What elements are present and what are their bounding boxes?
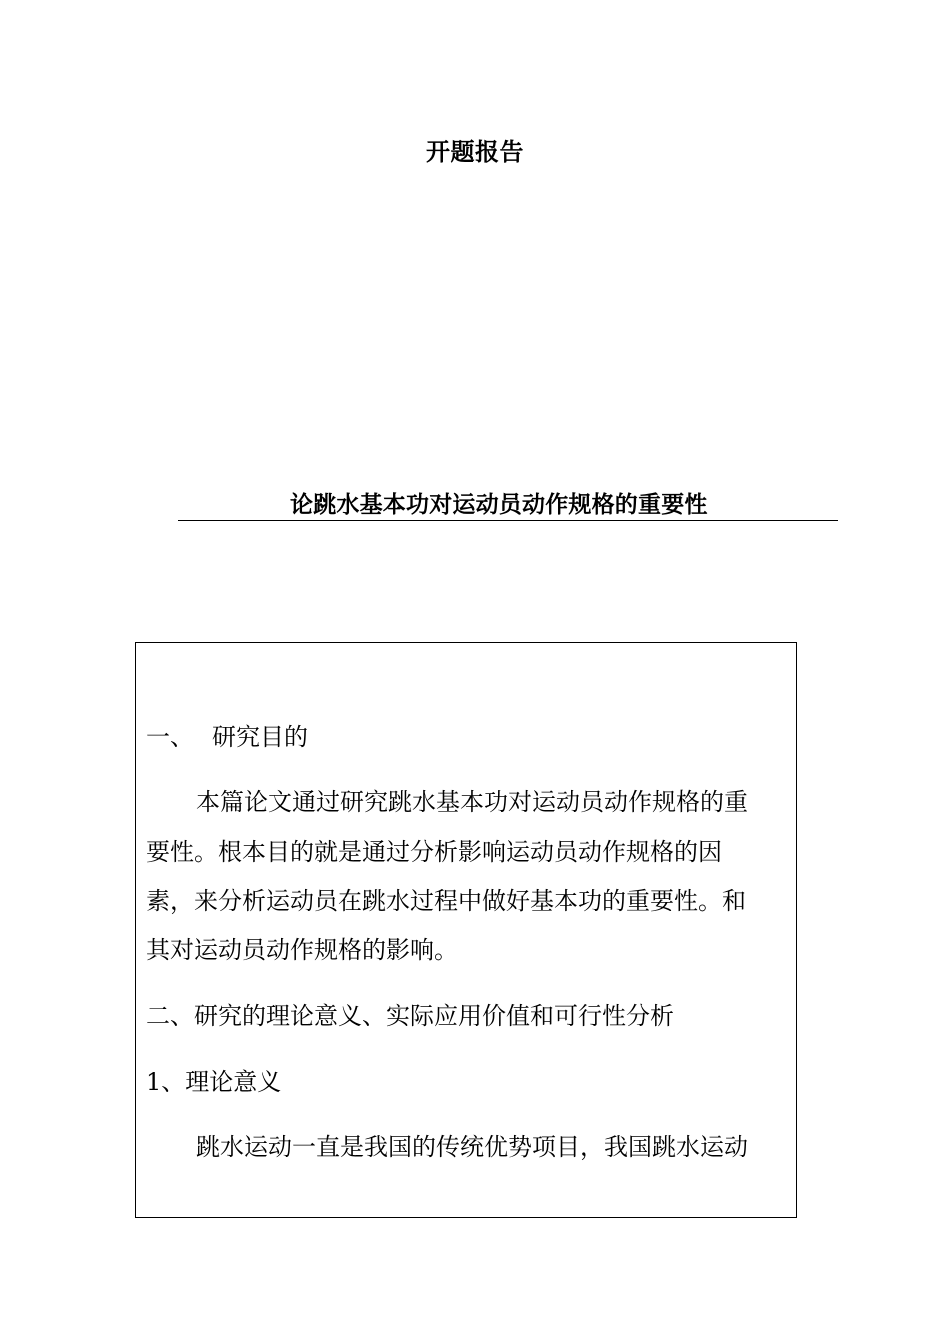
section1-paragraph-line: 素，来分析运动员在跳水过程中做好基本功的重要性。和 (146, 887, 746, 915)
section1-paragraph-line: 本篇论文通过研究跳水基本功对运动员动作规格的重 (196, 788, 748, 816)
document-title: 开题报告 (426, 138, 524, 166)
section1-heading-row (146, 721, 308, 753)
content-box (135, 642, 797, 1218)
section2-heading: 二、研究的理论意义、实际应用价值和可行性分析 (146, 1002, 674, 1030)
section1-paragraph-line: 要性。根本目的就是通过分析影响运动员动作规格的因 (146, 838, 722, 866)
thesis-title: 论跳水基本功对运动员动作规格的重要性 (290, 492, 708, 518)
section1-paragraph-line: 其对运动员动作规格的影响。 (146, 936, 458, 964)
subsection1-heading: 1、理论意义 (146, 1068, 282, 1096)
section1-heading: 研究目的 (212, 723, 308, 751)
section1-number: 一、 (146, 723, 194, 751)
subsection1-paragraph-line: 跳水运动一直是我国的传统优势项目，我国跳水运动 (196, 1133, 748, 1161)
